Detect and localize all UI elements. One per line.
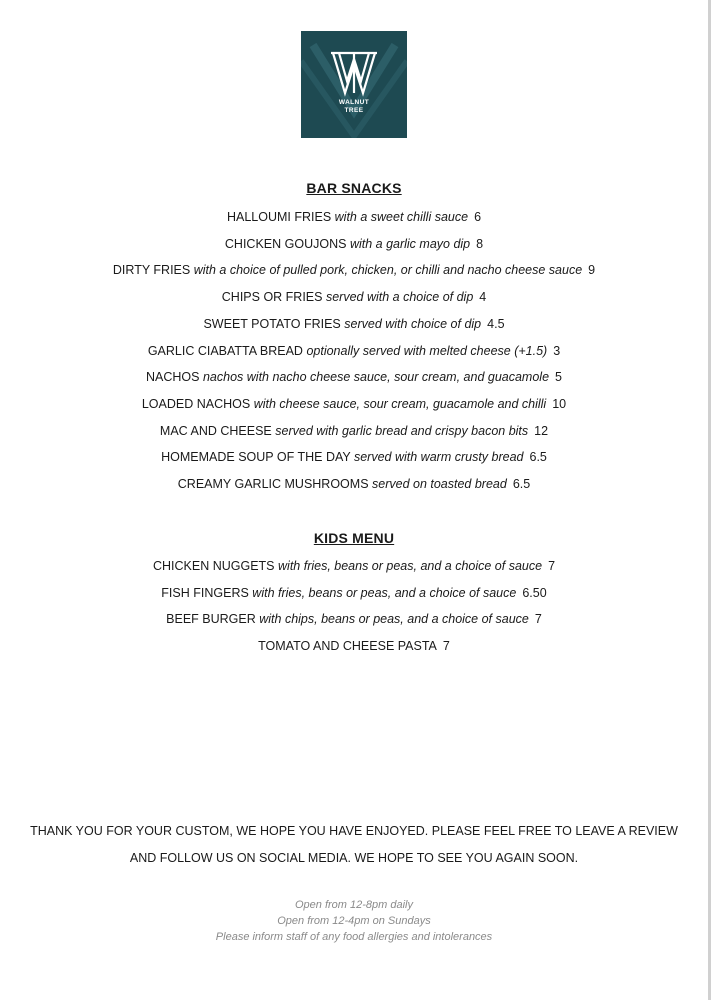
menu-item-name: SWEET POTATO FRIES bbox=[203, 316, 341, 331]
menu-item-name: HALLOUMI FRIES bbox=[226, 210, 332, 224]
menu-item bbox=[0, 237, 708, 251]
menu-item-description: with cheese sauce, sour cream, guacamole and chilli bbox=[253, 396, 547, 411]
menu-item-price: 5 bbox=[555, 370, 562, 385]
menu-item-description: nachos with nacho cheese sauce, sour cream, and guacamole bbox=[202, 370, 550, 385]
menu-item-price: 3 bbox=[553, 343, 561, 358]
menu-item-description: served on toasted bread bbox=[372, 477, 507, 491]
menu-item bbox=[0, 290, 708, 304]
menu-item-price: 7 bbox=[534, 612, 542, 626]
menu-item-name: FISH FINGERS bbox=[161, 585, 249, 600]
opening-hours-sundays: Open from 12-4pm on Sundays bbox=[277, 915, 431, 927]
menu-item-name: CHICKEN NUGGETS bbox=[152, 559, 275, 573]
menu-item bbox=[0, 344, 708, 358]
menu-item-name: DIRTY FRIES bbox=[112, 263, 191, 278]
menu-item-name: NACHOS bbox=[146, 370, 200, 385]
menu-item bbox=[0, 450, 708, 464]
logo-text-line2: TREE bbox=[344, 107, 364, 114]
menu-item-price: 6.5 bbox=[512, 477, 531, 491]
menu-item-name: BEEF BURGER bbox=[166, 612, 256, 626]
menu-item-price: 8 bbox=[476, 236, 484, 251]
menu-item-price: 6.5 bbox=[529, 450, 547, 465]
menu-item-name: HOMEMADE SOUP OF THE DAY bbox=[161, 450, 351, 465]
menu-item bbox=[0, 210, 708, 224]
menu-item-name: CHICKEN GOUJONS bbox=[224, 236, 347, 251]
menu-item-description: with fries, beans or peas, and a choice of sauce bbox=[278, 559, 543, 573]
kids-menu-title: KIDS MENU bbox=[313, 530, 395, 546]
menu-item-name: GARLIC CIABATTA BREAD bbox=[147, 343, 303, 358]
menu-item-description: optionally served with melted cheese (+1.5) bbox=[306, 343, 548, 358]
menu-item-price: 4.5 bbox=[487, 316, 505, 331]
menu-item-price: 7 bbox=[548, 559, 556, 573]
opening-hours-daily: Open from 12-8pm daily bbox=[295, 899, 413, 911]
menu-item-name: MAC AND CHEESE bbox=[159, 423, 272, 438]
menu-item-name: LOADED NACHOS bbox=[141, 396, 251, 411]
menu-item-description: served with a choice of dip bbox=[325, 290, 474, 305]
menu-item-price: 4 bbox=[479, 290, 487, 305]
menu-item-description: with fries, beans or peas, and a choice of sauce bbox=[252, 585, 517, 600]
menu-item-name: TOMATO AND CHEESE PASTA bbox=[258, 638, 437, 653]
bar-snacks-title: BAR SNACKS bbox=[306, 180, 402, 196]
thanks-line-1: THANK YOU FOR YOUR CUSTOM, WE HOPE YOU HAVE ENJOYED. PLEASE FEEL FREE TO LEAVE A REVIEW bbox=[30, 824, 678, 838]
menu-item bbox=[0, 424, 708, 438]
menu-item-price: 10 bbox=[552, 396, 567, 411]
menu-item-price: 6 bbox=[474, 210, 482, 224]
menu-item bbox=[0, 559, 708, 573]
allergy-notice: Please inform staff of any food allergies and intolerances bbox=[215, 931, 493, 943]
logo-text-line1: WALNUT bbox=[338, 99, 370, 106]
menu-item bbox=[0, 317, 708, 331]
menu-item-description: with a sweet chilli sauce bbox=[334, 210, 469, 224]
menu-item bbox=[0, 263, 708, 277]
menu-item-price: 7 bbox=[442, 638, 450, 653]
menu-item-description: served with warm crusty bread bbox=[353, 450, 524, 465]
menu-item-description: with a choice of pulled pork, chicken, or chilli and nacho cheese sauce bbox=[193, 263, 583, 278]
menu-item-description: served with choice of dip bbox=[344, 316, 482, 331]
menu-item-name: CREAMY GARLIC MUSHROOMS bbox=[177, 477, 369, 491]
menu-item bbox=[0, 370, 708, 384]
menu-item bbox=[0, 397, 708, 411]
menu-item-description: with a garlic mayo dip bbox=[349, 236, 471, 251]
walnut-tree-logo-icon bbox=[301, 31, 407, 138]
menu-item-name: CHIPS OR FRIES bbox=[221, 290, 323, 305]
menu-item-description: served with garlic bread and crispy bacon bits bbox=[275, 423, 529, 438]
menu-item bbox=[0, 612, 708, 626]
walnut-tree-logo bbox=[301, 31, 407, 138]
menu-item bbox=[0, 639, 708, 653]
menu-item bbox=[0, 477, 708, 491]
thanks-line-2: AND FOLLOW US ON SOCIAL MEDIA. WE HOPE TO SEE YOU AGAIN SOON. bbox=[129, 851, 579, 865]
menu-item-price: 12 bbox=[534, 423, 549, 438]
menu-item-price: 9 bbox=[588, 263, 596, 278]
menu-item-price: 6.50 bbox=[522, 585, 547, 600]
menu-item bbox=[0, 586, 708, 600]
menu-item-description: with chips, beans or peas, and a choice of sauce bbox=[259, 612, 529, 626]
